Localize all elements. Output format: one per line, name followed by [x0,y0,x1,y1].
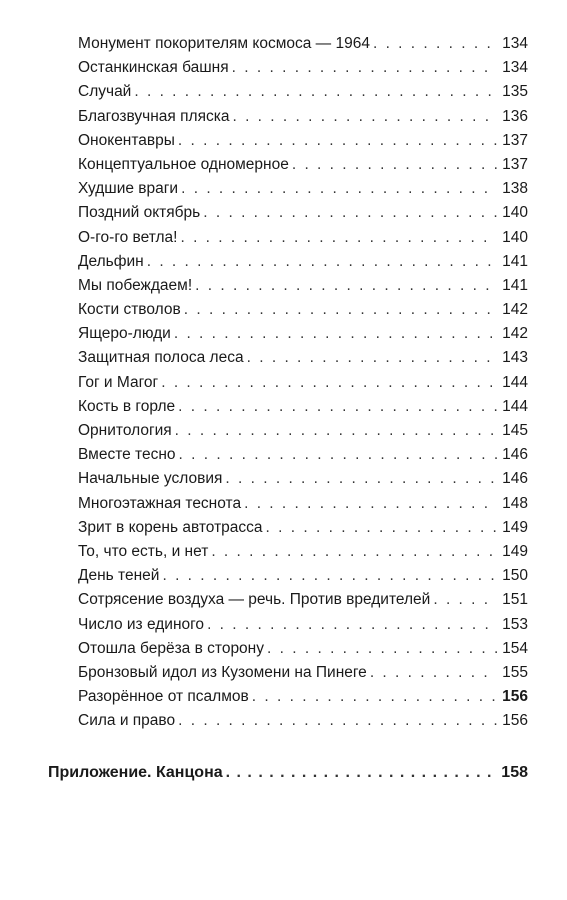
dot-leader [373,32,497,56]
toc-entry [78,226,528,250]
toc-entry-page: 140 [502,204,528,222]
toc-entry-page: 146 [502,446,528,464]
toc-entry [78,346,528,370]
dot-leader [247,346,497,370]
dot-leader [252,685,497,709]
toc-entry-title: Сила и право [78,712,176,730]
toc-entry-title: То, что есть, и нет [78,542,209,560]
dot-leader [181,177,497,201]
toc-entry [78,516,528,540]
dot-leader [178,395,497,419]
toc-entry [78,443,528,467]
toc-entry [78,709,528,733]
toc-entry-page: 144 [502,397,528,415]
toc-entry-page: 141 [502,276,528,294]
toc-entry-page: 134 [502,59,528,77]
dot-leader [267,637,497,661]
toc-entry [78,371,528,395]
dot-leader [134,80,497,104]
toc-entry-title: Вместе тесно [78,446,176,464]
toc-entry-page: 148 [502,494,528,512]
toc-entry [78,177,528,201]
dot-leader [162,564,497,588]
toc-entry-title: Кость в горле [78,397,176,415]
toc-entry-page: 142 [502,301,528,319]
toc-entry-page: 137 [502,131,528,149]
toc-entry-page: 136 [502,107,528,125]
toc-entry-page: 144 [502,373,528,391]
dot-leader [292,153,497,177]
toc-entry-page: 145 [502,422,528,439]
toc-entry-title: Поздний октябрь [78,204,201,222]
toc-entry-title: Концептуальное одномерное [78,155,289,173]
toc-entry [78,467,528,491]
toc-entry-page: 154 [502,639,528,657]
toc-entry-page: 134 [502,35,528,52]
toc-entry-title: Зрит в корень автотрасса [78,518,263,536]
toc-entry [78,637,528,661]
toc-entry-page: 149 [502,542,528,560]
dot-leader [179,443,497,467]
dot-leader [207,613,497,637]
toc-entry-title: День теней [78,567,160,585]
toc-entry-title: Гог и Магог [78,373,159,391]
toc-entry-title: Начальные условия [78,470,223,488]
toc-entry-title: Кости стволов [78,301,181,319]
toc-entry-title: О-го-го ветла! [78,228,178,246]
toc-entry [78,540,528,564]
toc-entry-title: Случай [78,83,132,101]
toc-entry-title: Многоэтажная теснота [78,494,242,512]
dot-leader [178,709,497,733]
toc-entry-page: 153 [502,615,528,633]
dot-leader [161,371,497,395]
toc-entry-page: 149 [502,518,528,536]
toc-entry [78,588,528,612]
toc-entry-page: 137 [502,155,528,173]
toc-entry-title: Дельфин [78,252,144,270]
toc-entry [78,250,528,274]
toc-appendix-entry [48,760,528,786]
dot-leader [178,129,497,153]
toc-entry [78,80,528,104]
toc-entry-title: Защитная полоса леса [78,349,244,367]
toc-entry-title: Разорённое от псалмов [78,688,249,706]
dot-leader [433,588,497,612]
dot-leader [232,56,497,80]
toc-entry-page: 156 [502,688,528,706]
toc-entry-page: 155 [502,663,528,681]
toc-entry-page: 138 [502,180,528,198]
dot-leader [244,492,497,516]
toc-entry [78,274,528,298]
toc-entry-page: 141 [502,252,528,270]
toc-entry [78,395,528,419]
table-of-contents [78,32,528,733]
toc-entry-title: Мы побеждаем! [78,276,193,294]
dot-leader [226,760,497,786]
dot-leader [266,516,497,540]
appendix-page: 158 [501,764,528,781]
dot-leader [211,540,497,564]
toc-entry [78,685,528,709]
dot-leader [225,467,497,491]
toc-entry [78,56,528,80]
toc-entry-title: Орнитология [78,422,172,439]
toc-entry [78,129,528,153]
toc-entry-title: Монумент покорителям космоса — 1964 [78,35,370,52]
toc-entry [78,298,528,322]
toc-entry-title: Благозвучная пляска [78,107,230,125]
toc-entry-title: Ящеро-люди [78,325,171,343]
toc-entry-page: 140 [502,228,528,246]
dot-leader [147,250,497,274]
toc-entry [78,322,528,346]
toc-entry [78,201,528,225]
toc-entry [78,492,528,516]
dot-leader [370,661,497,685]
toc-entry [78,419,528,443]
dot-leader [184,298,497,322]
toc-entry [78,105,528,129]
toc-entry-title: Останкинская башня [78,59,229,77]
toc-entry-page: 135 [502,83,528,101]
dot-leader [232,105,497,129]
toc-entry-page: 151 [502,591,528,609]
appendix-title: Приложение. Канцона [48,764,223,781]
dot-leader [180,226,497,250]
toc-entry-title: Число из единого [78,615,205,633]
toc-entry [78,564,528,588]
dot-leader [195,274,497,298]
toc-entry-title: Онокентавры [78,131,175,149]
toc-entry [78,661,528,685]
toc-entry-page: 146 [502,470,528,488]
toc-entry-page: 150 [502,567,528,585]
dot-leader [203,201,497,225]
dot-leader [174,322,497,346]
toc-entry-title: Отошла берёза в сторону [78,639,264,657]
toc-entry-title: Сотрясение воздуха — речь. Против вредителей [78,591,431,609]
toc-entry [78,613,528,637]
toc-entry-title: Худшие враги [78,180,179,198]
dot-leader [175,419,497,443]
toc-entry [78,153,528,177]
toc-entry [78,32,528,56]
toc-entry-title: Бронзовый идол из Кузомени на Пинеге [78,663,367,681]
toc-entry-page: 156 [502,712,528,730]
toc-entry-page: 143 [502,349,528,367]
toc-entry-page: 142 [502,325,528,343]
